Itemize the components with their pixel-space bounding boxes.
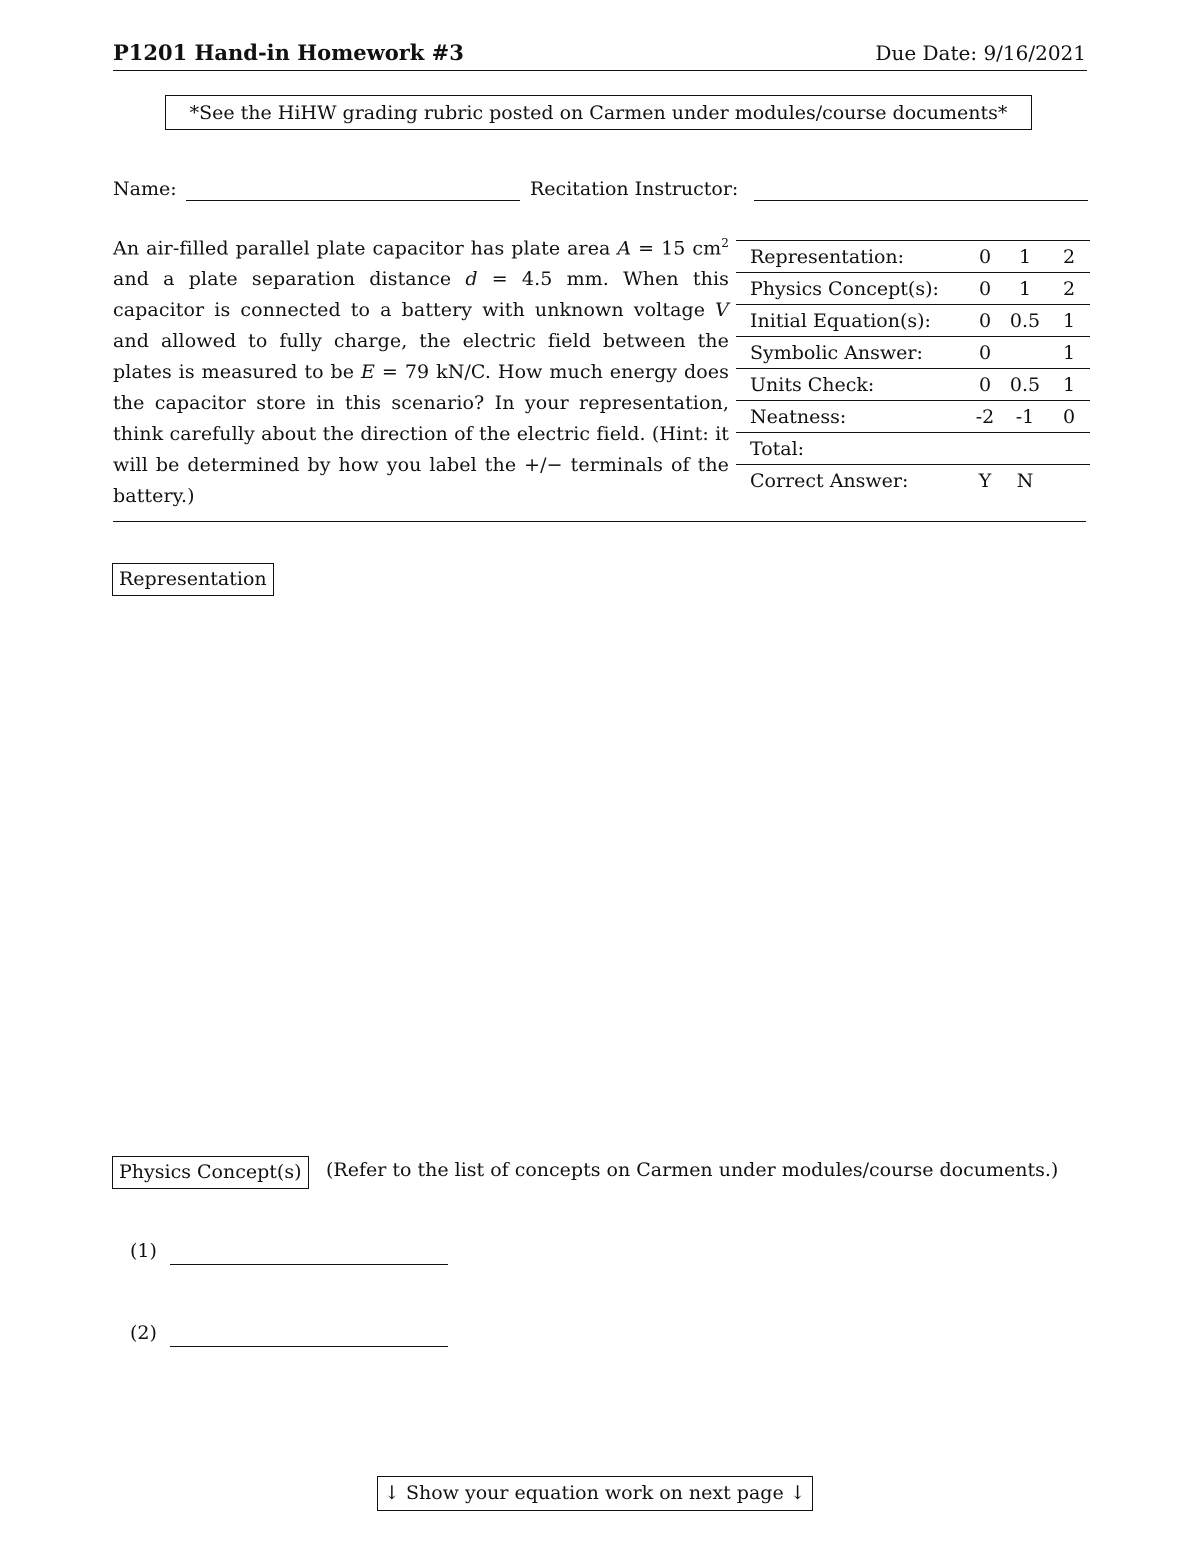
rubric-score: 1 xyxy=(1002,241,1048,273)
rubric-score: 1 xyxy=(1048,337,1090,369)
concept-2-field[interactable] xyxy=(170,1346,448,1347)
next-page-notice: ↓ Show your equation work on next page ↓ xyxy=(377,1476,813,1511)
rubric-score: 0 xyxy=(968,369,1002,401)
concept-1-label: (1) xyxy=(130,1240,157,1262)
section-divider xyxy=(113,521,1086,522)
header-rule xyxy=(113,70,1087,71)
rubric-score: 0 xyxy=(968,241,1002,273)
grading-rubric-notice xyxy=(165,95,1032,130)
rubric-criterion: Total: xyxy=(736,433,968,465)
physics-concepts-heading: Physics Concept(s) xyxy=(112,1156,309,1189)
concept-2-label: (2) xyxy=(130,1322,157,1344)
rubric-criterion: Correct Answer: xyxy=(736,465,968,497)
rubric-row xyxy=(736,241,1090,273)
rubric-score xyxy=(1002,337,1048,369)
rubric-score: 2 xyxy=(1048,241,1090,273)
physics-concepts-note: (Refer to the list of concepts on Carmen under modules/course documents.) xyxy=(326,1159,1059,1181)
name-field[interactable] xyxy=(186,200,520,201)
problem-statement: An air-filled parallel plate capacitor has plate area A = 15 $cm^2$ and a plate separation distance d = 4.5 mm. When this capacitor is connected to a battery with unknown voltage V and allowed to fully charge, the electric field between the plates is measured to be E = 79 kN/C. How much energy does the capacitor store in this scenario? In your representation, think carefully about the direction of the electric field. (Hint: it will be determined by how you label the +/− terminals of the battery.) xyxy=(113,236,729,508)
rubric-row xyxy=(736,337,1090,369)
rubric-row xyxy=(736,305,1090,337)
rubric-score: 1 xyxy=(1048,369,1090,401)
page-title: P1201 Hand-in Homework #3 xyxy=(113,40,464,65)
rubric-row xyxy=(736,369,1090,401)
rubric-score: -2 xyxy=(968,401,1002,433)
rubric-row xyxy=(736,401,1090,433)
rubric-score: N xyxy=(1002,465,1048,497)
rubric-row xyxy=(736,273,1090,305)
rubric-score: 1 xyxy=(1048,305,1090,337)
rubric-row xyxy=(736,433,1090,465)
rubric-score xyxy=(968,433,1002,465)
due-date: Due Date: 9/16/2021 xyxy=(875,41,1086,65)
rubric-score: 0 xyxy=(1048,401,1090,433)
rubric-score: 1 xyxy=(1002,273,1048,305)
rubric-row xyxy=(736,465,1090,497)
rubric-criterion: Initial Equation(s): xyxy=(736,305,968,337)
rubric-criterion: Symbolic Answer: xyxy=(736,337,968,369)
recitation-instructor-field[interactable] xyxy=(754,200,1088,201)
notice-text: *See the HiHW grading rubric posted on Carmen under modules/course documents* xyxy=(189,101,1008,124)
grading-rubric-table xyxy=(736,240,1090,496)
name-label: Name: xyxy=(113,178,177,200)
rubric-score xyxy=(1002,433,1048,465)
rubric-criterion: Neatness: xyxy=(736,401,968,433)
rubric-score: 0 xyxy=(968,305,1002,337)
rubric-score xyxy=(1048,465,1090,497)
recitation-instructor-label: Recitation Instructor: xyxy=(530,178,739,200)
rubric-criterion: Units Check: xyxy=(736,369,968,401)
rubric-score: -1 xyxy=(1002,401,1048,433)
rubric-score: 0 xyxy=(968,273,1002,305)
rubric-criterion: Representation: xyxy=(736,241,968,273)
rubric-score: 0.5 xyxy=(1002,305,1048,337)
rubric-score: 0 xyxy=(968,337,1002,369)
rubric-criterion: Physics Concept(s): xyxy=(736,273,968,305)
rubric-score: 0.5 xyxy=(1002,369,1048,401)
rubric-score: 2 xyxy=(1048,273,1090,305)
rubric-score xyxy=(1048,433,1090,465)
rubric-score: Y xyxy=(968,465,1002,497)
concept-1-field[interactable] xyxy=(170,1264,448,1265)
representation-heading: Representation xyxy=(112,563,274,596)
